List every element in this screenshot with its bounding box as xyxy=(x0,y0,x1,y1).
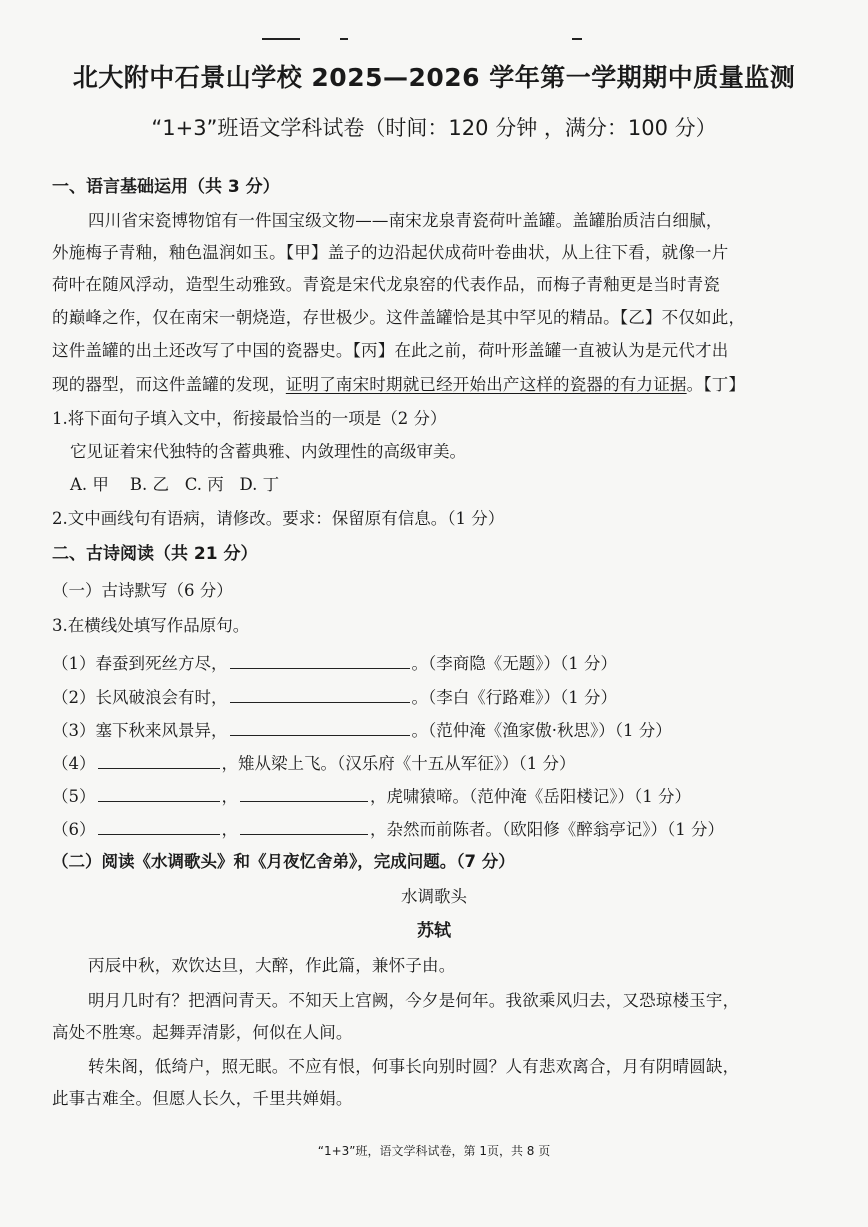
answer-blank[interactable] xyxy=(240,816,368,835)
answer-blank[interactable] xyxy=(98,750,220,769)
passage-line-3: 荷叶在随风浮动，造型生动雅致。青瓷是宋代龙泉窑的代表作品，而梅子青釉更是当时青瓷 xyxy=(52,275,720,294)
poem-line-4: 此事古难全。但愿人长久，千里共婵娟。 xyxy=(52,1089,353,1108)
question-2: 2.文中画线句有语病，请修改。要求：保留原有信息。（1 分） xyxy=(52,509,505,528)
question-1-sentence: 它见证着宋代独特的含蓄典雅、内敛理性的高级审美。 xyxy=(70,442,466,461)
answer-blank[interactable] xyxy=(230,684,410,703)
passage-line-6-post: 。【丁】 xyxy=(686,375,746,394)
part1-heading: （一）古诗默写（6 分） xyxy=(52,581,233,600)
passage-line-5: 这件盖罐的出土还改写了中国的瓷器史。【丙】在此之前，荷叶形盖罐一直被认为是元代才出 xyxy=(52,341,729,360)
fill-item-6: （6） ， ，杂然而前陈者。（欧阳修《醉翁亭记》）（1 分） xyxy=(52,816,724,841)
poem-preface: 丙辰中秋，欢饮达旦，大醉，作此篇，兼怀子由。 xyxy=(88,956,456,975)
poem-line-1: 明月几时有？把酒问青天。不知天上宫阙，今夕是何年。我欲乘风归去，又恐琼楼玉宇， xyxy=(88,991,740,1010)
passage-line-4: 的巅峰之作，仅在南宋一朝烧造，存世极少。这件盖罐恰是其中罕见的精品。【乙】不仅如此， xyxy=(52,308,746,327)
answer-blank[interactable] xyxy=(98,816,220,835)
answer-blank[interactable] xyxy=(98,783,220,802)
fill-item-1: （1）春蚕到死丝方尽， 。（李商隐《无题》）（1 分） xyxy=(52,650,617,675)
fill-item-3: （3）塞下秋来风景异， 。（范仲淹《渔家傲·秋思》）（1 分） xyxy=(52,717,672,742)
poem-title: 水调歌头 xyxy=(401,887,467,906)
exam-title: 北大附中石景山学校 2025—2026 学年第一学期期中质量监测 xyxy=(72,63,796,92)
section1-heading: 一、语言基础运用（共 3 分） xyxy=(52,177,280,197)
page-footer: “1+3”班，语文学科试卷，第 1页，共 8 页 xyxy=(317,1144,551,1158)
fill-item-2: （2）长风破浪会有时， 。（李白《行路难》）（1 分） xyxy=(52,684,617,709)
question-1-options: A. 甲 B. 乙 C. 丙 D. 丁 xyxy=(70,475,280,494)
answer-blank[interactable] xyxy=(230,717,410,736)
poem-line-3: 转朱阁，低绮户，照无眠。不应有恨，何事长向别时圆？人有悲欢离合，月有阴晴圆缺， xyxy=(88,1057,740,1076)
poem-author: 苏轼 xyxy=(417,921,451,941)
fill-item-4: （4） ，雉从梁上飞。（汉乐府《十五从军征》）（1 分） xyxy=(52,750,576,775)
top-scan-marks xyxy=(0,38,868,48)
part2-heading: （二）阅读《水调歌头》和《月夜忆舍弟》，完成问题。（7 分） xyxy=(52,852,515,871)
passage-line-1: 四川省宋瓷博物馆有一件国宝级文物——南宋龙泉青瓷荷叶盖罐。盖罐胎质洁白细腻， xyxy=(88,211,723,230)
answer-blank[interactable] xyxy=(240,783,368,802)
answer-blank[interactable] xyxy=(230,650,410,669)
question-3: 3.在横线处填写作品原句。 xyxy=(52,616,250,635)
passage-line-6-pre: 现的器型，而这件盖罐的发现， xyxy=(52,375,286,394)
poem-line-2: 高处不胜寒。起舞弄清影，何似在人间。 xyxy=(52,1023,353,1042)
underlined-sentence: 证明了南宋时期就已经开始出产这样的瓷器的有力证据 xyxy=(285,375,687,394)
question-1: 1.将下面句子填入文中，衔接最恰当的一项是（2 分） xyxy=(52,409,447,428)
fill-item-5: （5） ， ，虎啸猿啼。（范仲淹《岳阳楼记》）（1 分） xyxy=(52,783,691,808)
section2-heading: 二、古诗阅读（共 21 分） xyxy=(52,544,258,564)
exam-subtitle: “1+3”班语文学科试卷（时间：120 分钟 ，满分：100 分） xyxy=(151,116,717,140)
passage-line-6 xyxy=(52,374,745,396)
passage-line-2: 外施梅子青釉，釉色温润如玉。【甲】盖子的边沿起伏成荷叶卷曲状，从上往下看，就像一片 xyxy=(52,243,729,262)
